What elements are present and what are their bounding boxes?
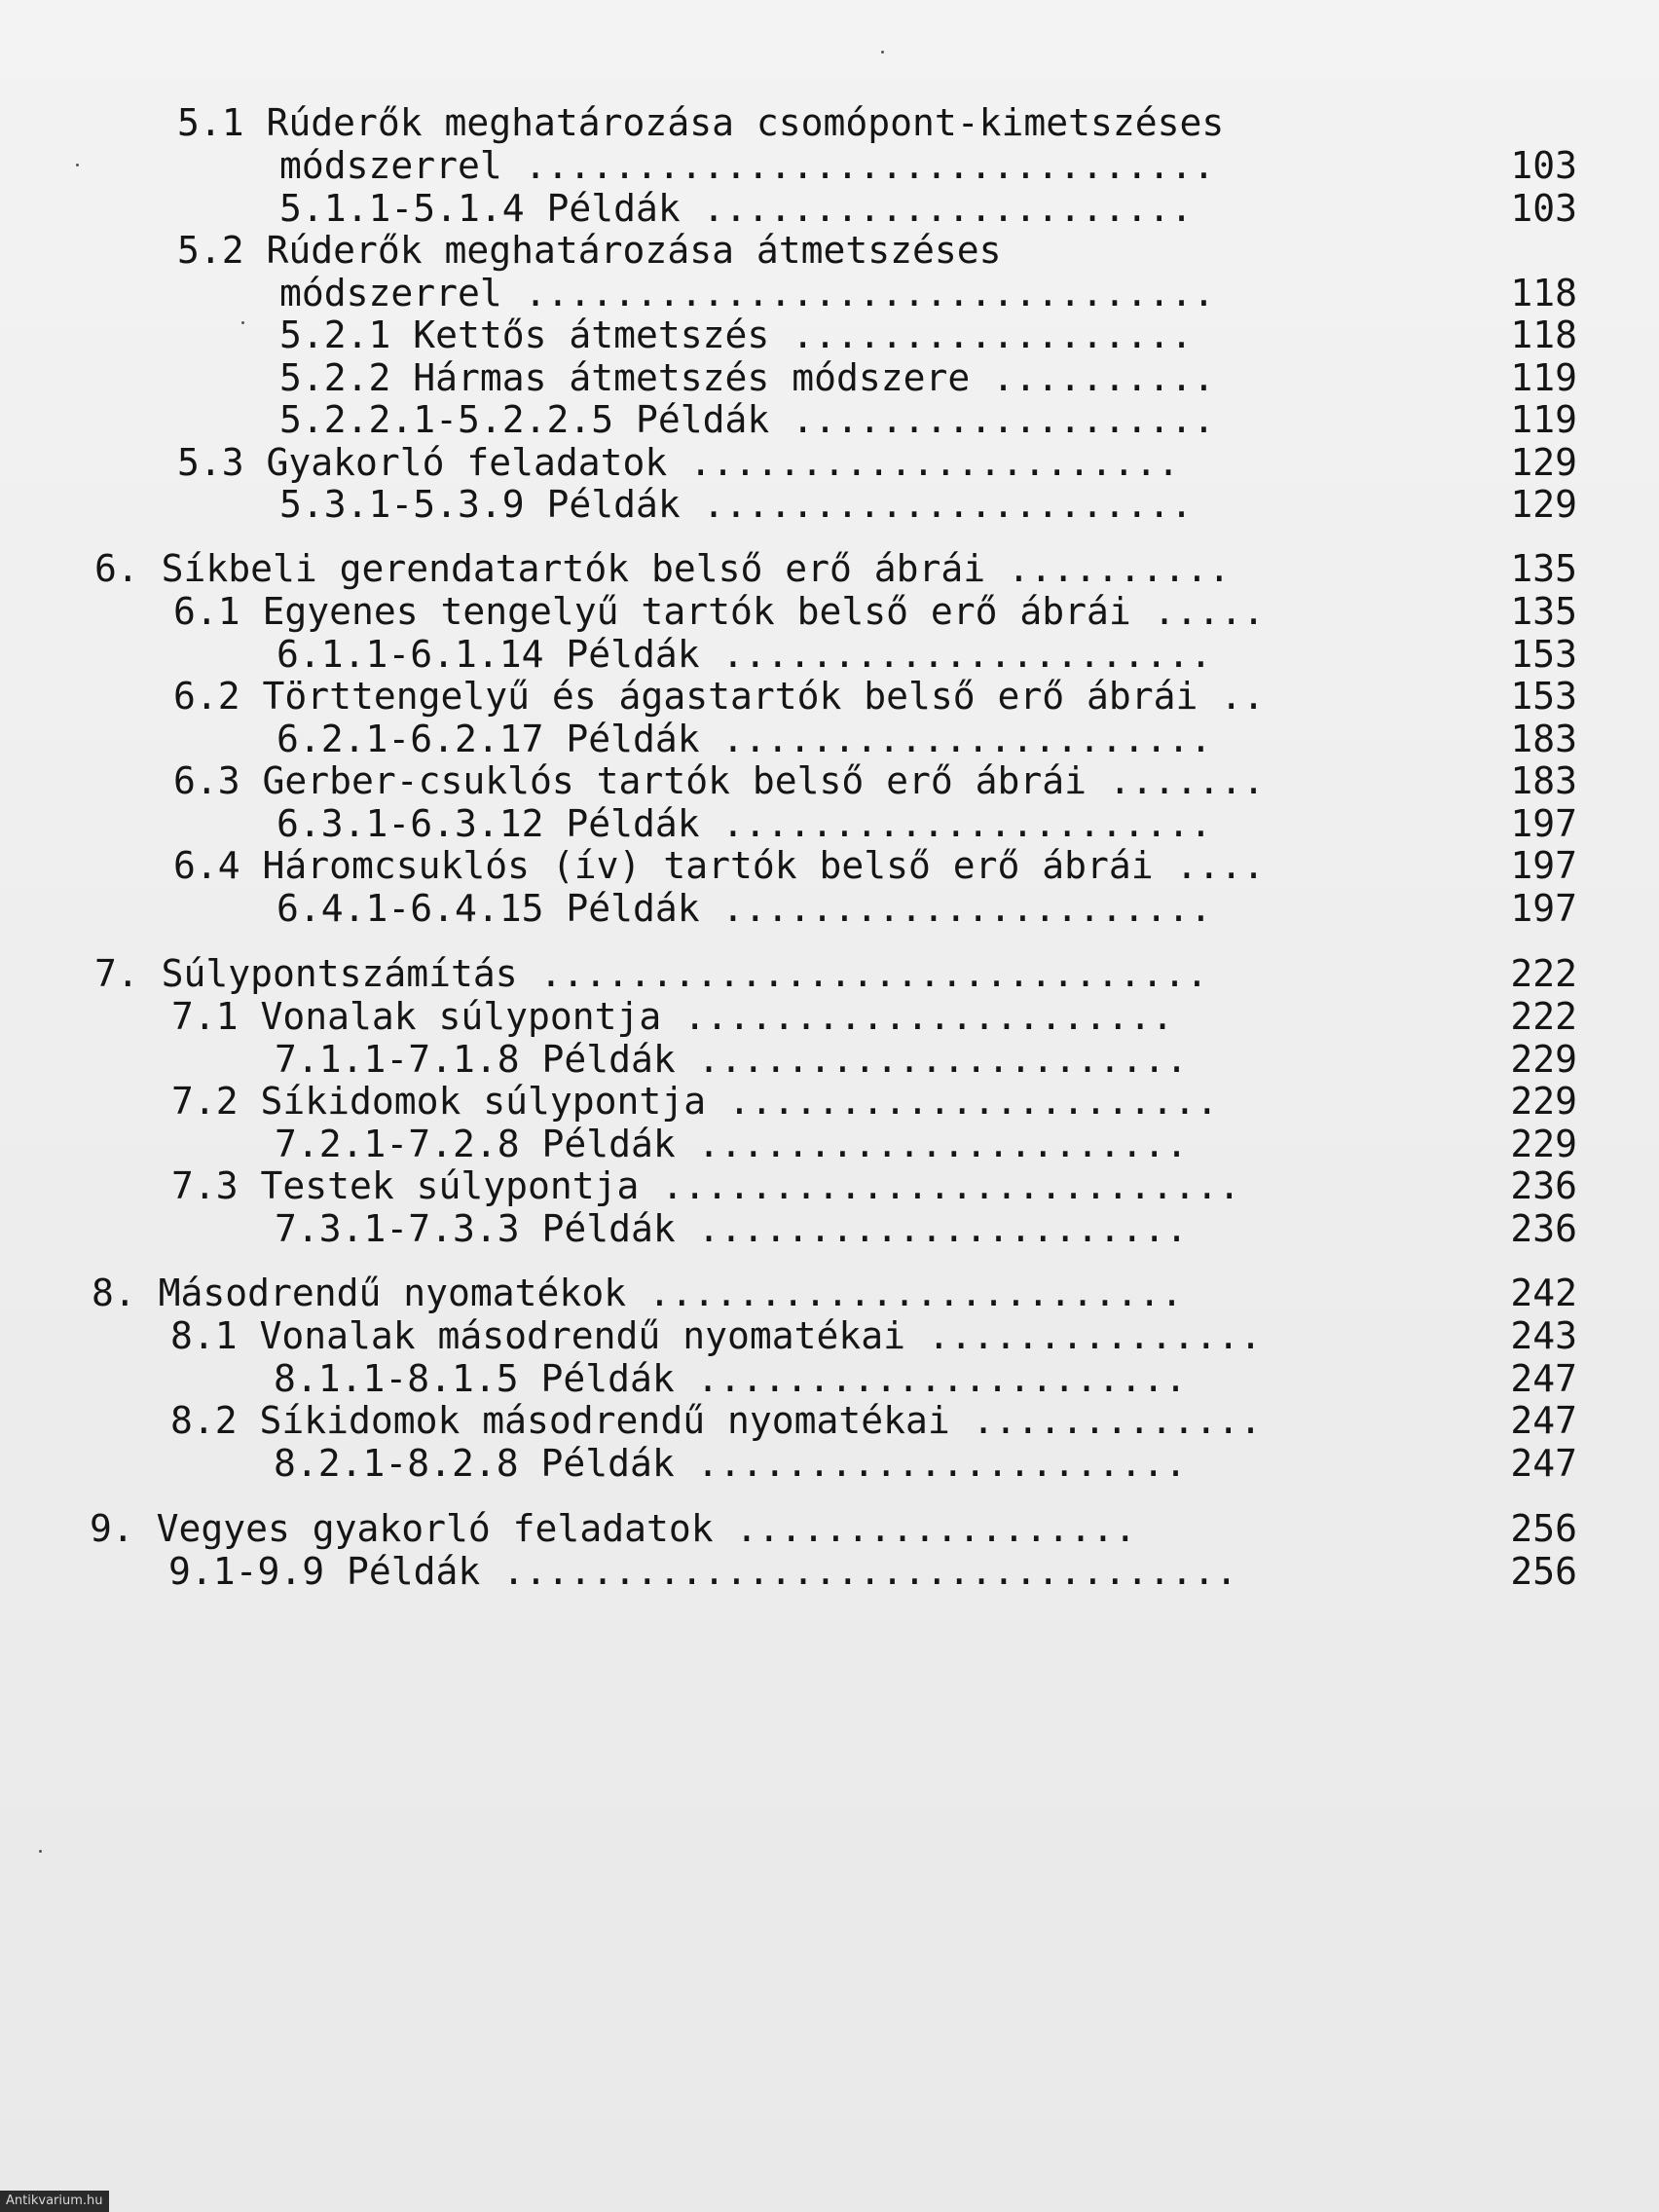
paper-speck [76,164,79,166]
toc-entry-text: 7.3 Testek súlypontja .......................... [171,1164,1241,1207]
toc-entry-5-2-1 [0,313,1659,356]
toc-entry-text: 9. Vegyes gyakorló feladatok .................. [90,1507,1137,1550]
toc-entry-page: 183 [1510,718,1577,760]
toc-entry-text: 6.4 Háromcsuklós (ív) tartók belső erő ábrái .... [173,844,1266,887]
toc-entry-page: 135 [1510,590,1577,633]
toc-entry-8-1 [0,1314,1659,1357]
toc-entry-7-3-examples [0,1207,1659,1250]
toc-entry-text: 6.3.1-6.3.12 Példák ...................... [276,802,1212,845]
toc-entry-page: 256 [1510,1507,1577,1550]
toc-entry-text: 6.2 Törttengelyű és ágastartók belső erő ábrái .. [173,675,1266,718]
toc-entry-text: 6.2.1-6.2.17 Példák ...................... [276,718,1212,760]
toc-entry-5-1-cont [0,144,1659,187]
toc-entry-text: 5.2.2.1-5.2.2.5 Példák ................... [279,398,1215,441]
toc-entry-text: 5.3.1-5.3.9 Példák ...................... [279,483,1193,526]
toc-entry-text: 7.2.1-7.2.8 Példák ...................... [275,1123,1188,1165]
toc-entry-text: 9.1-9.9 Példák ................................. [168,1550,1238,1593]
toc-entry-text: módszerrel ............................... [279,272,1215,314]
toc-entry-8-2 [0,1399,1659,1442]
toc-entry-7-1-examples [0,1038,1659,1081]
toc-entry-page: 247 [1510,1442,1577,1485]
toc-entry-6-4-examples [0,887,1659,930]
toc-entry-page: 247 [1510,1399,1577,1442]
toc-entry-page: 247 [1510,1357,1577,1400]
toc-entry-page: 242 [1510,1272,1577,1314]
toc-entry-8-2-examples [0,1442,1659,1485]
toc-entry-6-3 [0,759,1659,802]
toc-entry-5-1 [0,101,1659,144]
toc-entry-text: 6.1 Egyenes tengelyű tartók belső erő ábrái ..... [173,590,1266,633]
toc-entry-text: 5.2.2 Hármas átmetszés módszere .......... [279,356,1215,399]
toc-entry-text: 5.1.1-5.1.4 Példák ...................... [279,187,1193,230]
toc-entry-5-2-2-examples [0,398,1659,441]
toc-entry-text: 6. Síkbeli gerendatartók belső erő ábrái .......... [94,547,1231,590]
toc-entry-page: 236 [1510,1207,1577,1250]
toc-entry-text: 5.2.1 Kettős átmetszés .................. [279,313,1193,356]
toc-entry-page: 197 [1510,887,1577,930]
toc-entry-text: 5.3 Gyakorló feladatok ...................... [177,441,1180,484]
toc-entry-page: 229 [1510,1123,1577,1165]
source-watermark: Antikvarium.hu [0,2191,109,2212]
toc-entry-text: 7.2 Síkidomok súlypontja ...................... [171,1080,1219,1123]
toc-entry-7-2-examples [0,1123,1659,1165]
toc-entry-text: 8. Másodrendű nyomatékok ........................ [92,1272,1184,1314]
toc-entry-page: 103 [1510,187,1577,230]
toc-entry-5-3 [0,441,1659,484]
toc-entry-5-2-cont [0,272,1659,314]
toc-entry-6-1-examples [0,633,1659,676]
toc-entry-text: 5.2 Rúderők meghatározása átmetszéses [177,229,1002,272]
toc-entry-page: 183 [1510,759,1577,802]
toc-entry-9-1 [0,1550,1659,1593]
toc-chapter-7 [0,952,1659,995]
toc-entry-page: 129 [1510,483,1577,526]
toc-entry-page: 243 [1510,1314,1577,1357]
toc-chapter-9 [0,1507,1659,1550]
toc-entry-page: 197 [1510,844,1577,887]
toc-entry-6-2 [0,675,1659,718]
toc-entry-text: 7.3.1-7.3.3 Példák ...................... [275,1207,1188,1250]
toc-entry-7-3 [0,1164,1659,1207]
toc-entry-text: módszerrel ............................... [279,144,1215,187]
toc-entry-page: 118 [1510,313,1577,356]
toc-entry-6-2-examples [0,718,1659,760]
toc-entry-text: 8.1.1-8.1.5 Példák ...................... [274,1357,1187,1400]
toc-entry-5-1-examples [0,187,1659,230]
toc-entry-text: 5.1 Rúderők meghatározása csomópont-kimetszéses [177,101,1225,144]
toc-entry-page: 119 [1510,398,1577,441]
toc-entry-text: 8.2.1-8.2.8 Példák ...................... [274,1442,1187,1485]
toc-entry-page: 236 [1510,1164,1577,1207]
toc-entry-page: 229 [1510,1080,1577,1123]
toc-entry-page: 135 [1510,547,1577,590]
toc-entry-page: 153 [1510,633,1577,676]
toc-entry-7-1 [0,995,1659,1038]
toc-entry-page: 229 [1510,1038,1577,1081]
toc-entry-8-1-examples [0,1357,1659,1400]
toc-entry-6-3-examples [0,802,1659,845]
toc-entry-text: 8.2 Síkidomok másodrendű nyomatékai ............. [170,1399,1263,1442]
toc-entry-page: 256 [1510,1550,1577,1593]
toc-entry-7-2 [0,1080,1659,1123]
paper-speck [241,321,244,324]
toc-entry-page: 222 [1510,952,1577,995]
paper-speck [881,51,884,54]
toc-entry-6-4 [0,844,1659,887]
toc-entry-text: 6.4.1-6.4.15 Példák ...................... [276,887,1212,930]
toc-chapter-6 [0,547,1659,590]
toc-chapter-8 [0,1272,1659,1314]
toc-entry-text: 7. Súlypontszámítás .............................. [94,952,1208,995]
toc-entry-text: 6.3 Gerber-csuklós tartók belső erő ábrái ....... [173,759,1266,802]
toc-entry-page: 118 [1510,272,1577,314]
paper-speck [39,1850,42,1853]
toc-entry-page: 153 [1510,675,1577,718]
toc-entry-text: 7.1.1-7.1.8 Példák ...................... [275,1038,1188,1081]
toc-entry-5-3-examples [0,483,1659,526]
toc-entry-6-1 [0,590,1659,633]
toc-entry-page: 197 [1510,802,1577,845]
toc-entry-5-2-2 [0,356,1659,399]
toc-entry-page: 129 [1510,441,1577,484]
toc-entry-page: 103 [1510,144,1577,187]
toc-entry-5-2 [0,229,1659,272]
toc-entry-text: 8.1 Vonalak másodrendű nyomatékai ............... [170,1314,1263,1357]
toc-entry-text: 6.1.1-6.1.14 Példák ...................... [276,633,1212,676]
toc-entry-page: 222 [1510,995,1577,1038]
toc-entry-text: 7.1 Vonalak súlypontja ...................... [171,995,1174,1038]
toc-entry-page: 119 [1510,356,1577,399]
